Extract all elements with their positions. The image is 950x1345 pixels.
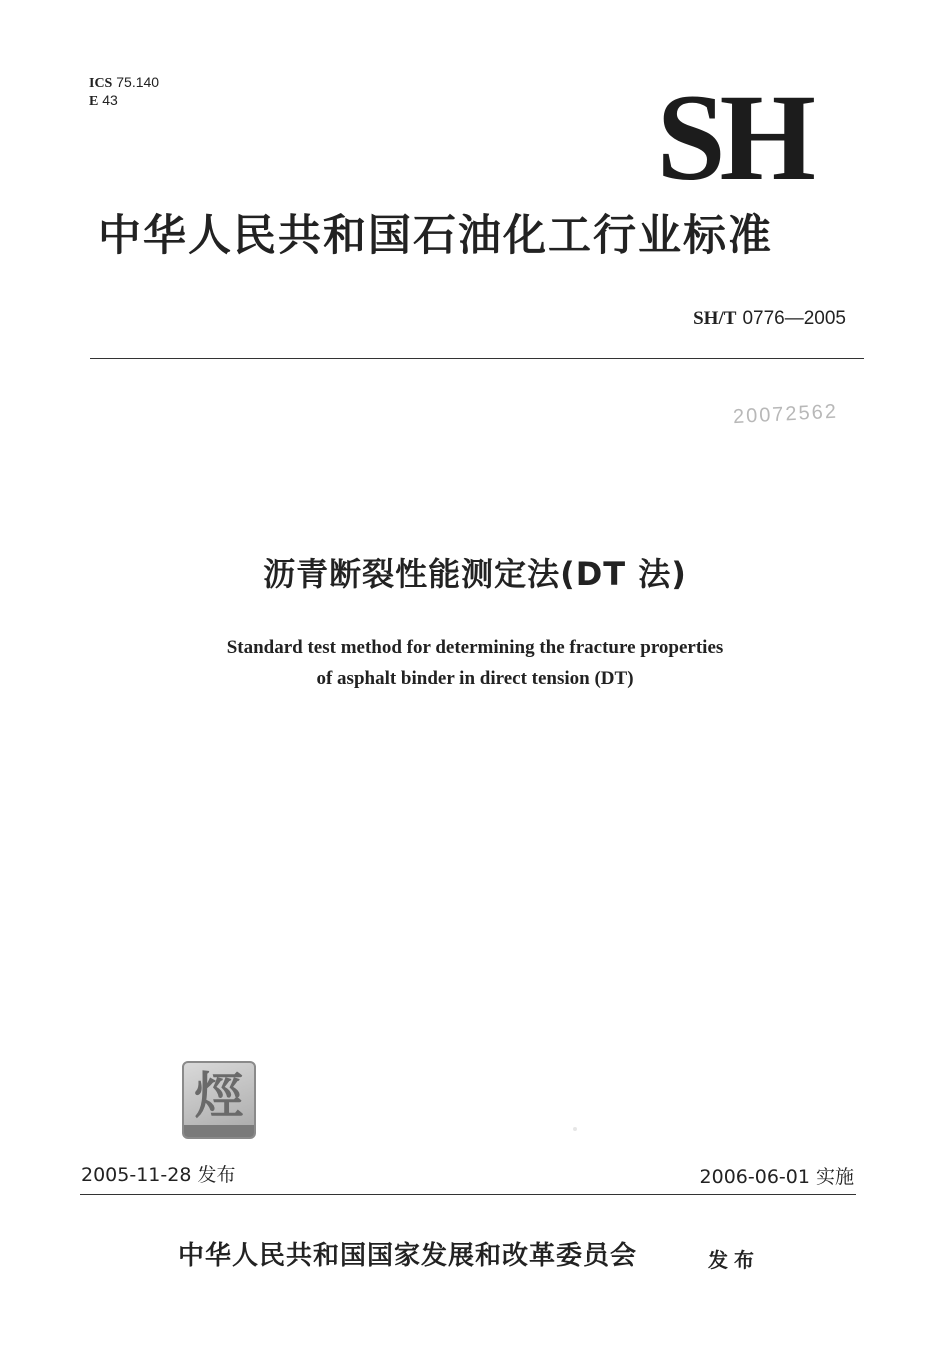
ics-line — [89, 74, 159, 92]
scan-speck — [573, 1127, 577, 1131]
english-title — [120, 632, 830, 694]
ccs-line — [89, 92, 159, 110]
english-title-line-2: of asphalt binder in direct tension (DT) — [316, 668, 634, 689]
standard-code: 0776—2005 — [742, 308, 846, 329]
chinese-title: 沥青断裂性能测定法(DT 法) — [263, 555, 687, 593]
ics-code: 75.140 — [116, 74, 160, 90]
issuing-authority: 中华人民共和国国家发展和改革委员会 — [178, 1241, 638, 1271]
issue-date: 2005-11-28 发布 — [81, 1164, 236, 1186]
standard-prefix: SH/T — [693, 308, 737, 329]
classification-codes — [89, 74, 159, 110]
english-title-line-1: Standard test method for determining the fracture properties — [226, 637, 724, 658]
seal-band — [184, 1125, 254, 1137]
implementation-date: 2006-06-01 实施 — [699, 1166, 854, 1188]
ics-label: ICS — [89, 76, 113, 91]
issue-verb: 发布 — [708, 1248, 760, 1272]
top-divider — [90, 358, 864, 359]
bottom-divider — [80, 1194, 856, 1195]
ccs-code: 43 — [102, 92, 118, 108]
archive-stamp-number: 20072562 — [732, 400, 839, 429]
standard-number — [560, 306, 846, 331]
sh-logo: SH — [656, 69, 810, 206]
ccs-label: E — [89, 94, 99, 109]
seal-character: 烴 — [194, 1067, 244, 1125]
org-title: 中华人民共和国石油化工行业标准 — [98, 211, 773, 261]
publisher-seal — [182, 1061, 256, 1139]
